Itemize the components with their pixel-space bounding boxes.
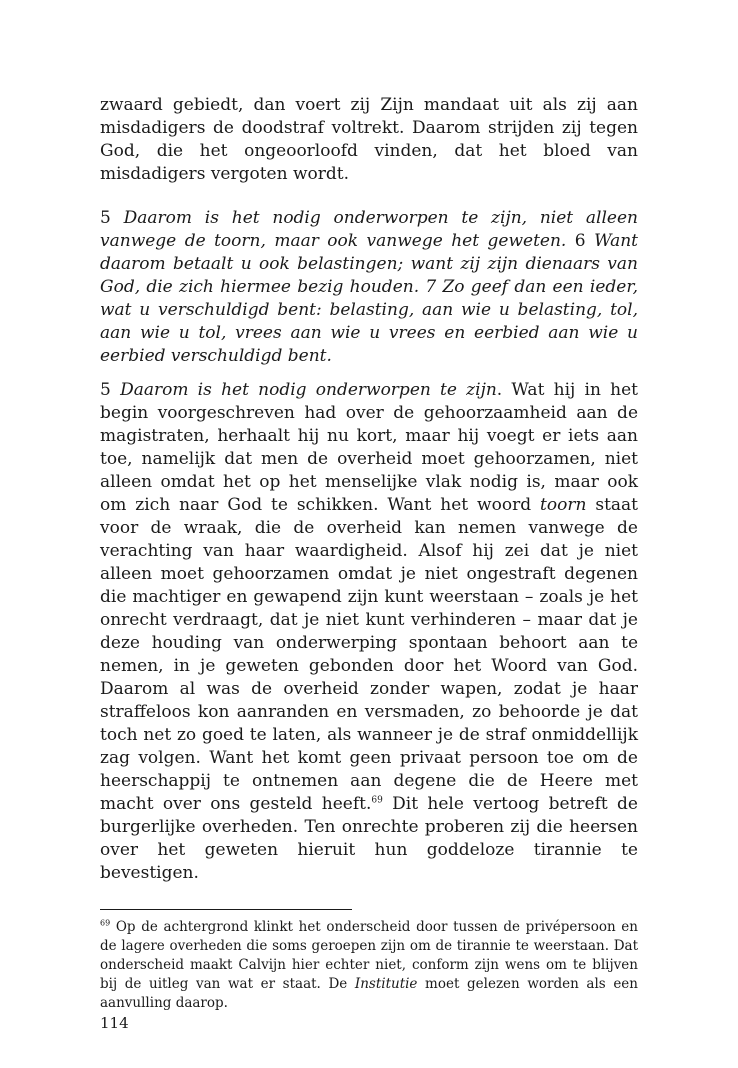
book-page bbox=[100, 94, 638, 1033]
verse-5-text: Daarom is het nodig onderworpen te zijn, niet alleen vanwege de toorn, maar ook vanwege het geweten. bbox=[100, 208, 639, 251]
commentary-italic-word: toorn bbox=[540, 495, 587, 515]
commentary-paragraph bbox=[100, 379, 638, 885]
commentary-lemma: Daarom is het nodig onderworpen te zijn bbox=[120, 380, 497, 400]
commentary-text-part3: Dit hele vertoog betreft de burgerlijke overheden. Ten onrechte proberen zij die heersen over het geweten hieruit hun goddeloze tirannie te bevestigen. bbox=[100, 794, 638, 883]
page-number: 114 bbox=[100, 1014, 129, 1032]
paragraph-gap bbox=[100, 368, 638, 379]
verse-7-text: Zo geef dan een ieder, wat u verschuldigd bent: belasting, aan wie u belasting, tol, aan wie u tol, vrees aan wie u vrees en eerbied aan wie u eerbied verschuldigd bent. bbox=[100, 277, 638, 366]
scripture-passage bbox=[100, 207, 638, 368]
footnote bbox=[100, 918, 638, 1013]
footnote-number: 69 bbox=[100, 918, 111, 928]
footnote-text-part2: moet gelezen worden als een aanvulling daarop. bbox=[100, 976, 638, 1011]
footnote-divider bbox=[100, 909, 352, 910]
verse-number-5: 5 bbox=[100, 208, 111, 228]
verse-number-7: 7 bbox=[425, 277, 437, 297]
commentary-text-part1: . Wat hij in het begin voorgeschreven had over de gehoorzaamheid aan de magistraten, herhaalt hij nu kort, maar hij voegt er iets aan toe, namelijk dat men de overheid moet gehoorzamen, niet alleen omdat het op het menselijke vlak nodig is, maar ook om zich naar God te schikken. Want het woord bbox=[100, 380, 638, 515]
intro-paragraph: zwaard gebiedt, dan voert zij Zijn mandaat uit als zij aan misdadigers de doodstraf voltrekt. Daarom strijden zij tegen God, die het ongeoorloofd vinden, dat het bloed van misdadigers vergoten wordt. bbox=[100, 95, 638, 184]
paragraph-gap bbox=[100, 186, 638, 207]
footnote-text-part1: Op de achtergrond klinkt het onderscheid door tussen de privépersoon en de lagere overheden die soms geroepen zijn om de tirannie te weerstaan. Dat onderscheid maakt Calvijn hier echter niet, conform zijn wens om te blijven bij de uitleg van wat er staat. De bbox=[100, 919, 638, 992]
footnote-italic-title: Institutie bbox=[354, 976, 418, 992]
verse-6-text: Want daarom betaalt u ook belastingen; want zij zijn dienaars van God, die zich hiermee bezig houden. bbox=[100, 231, 639, 297]
commentary-verse-number: 5 bbox=[100, 380, 111, 400]
commentary-text-part2: staat voor de wraak, die de overheid kan nemen vanwege de verachting van haar waardigheid. Alsof hij zei dat je niet alleen moet gehoorzamen omdat je niet ongestraft degenen die machtiger en gewapend zijn kunt weerstaan – zoals je het onrecht verdraagt, dat je niet kunt verhinderen – maar dat je deze houding van onderwerping spontaan behoort aan te nemen, in je geweten gebonden door het Woord van God. Daarom al was de overheid zonder wapen, zodat je haar straffeloos kon aanranden en versmaden, zo behoorde je dat toch net zo goed te laten, als wanneer je de straf onmiddellijk zag volgen. Want het komt geen privaat persoon toe om de heerschappij te ontnemen aan degene die de Heere met macht over ons gesteld heeft. bbox=[100, 495, 639, 814]
footnote-reference[interactable]: 69 bbox=[371, 795, 383, 806]
verse-number-6: 6 bbox=[574, 231, 586, 251]
